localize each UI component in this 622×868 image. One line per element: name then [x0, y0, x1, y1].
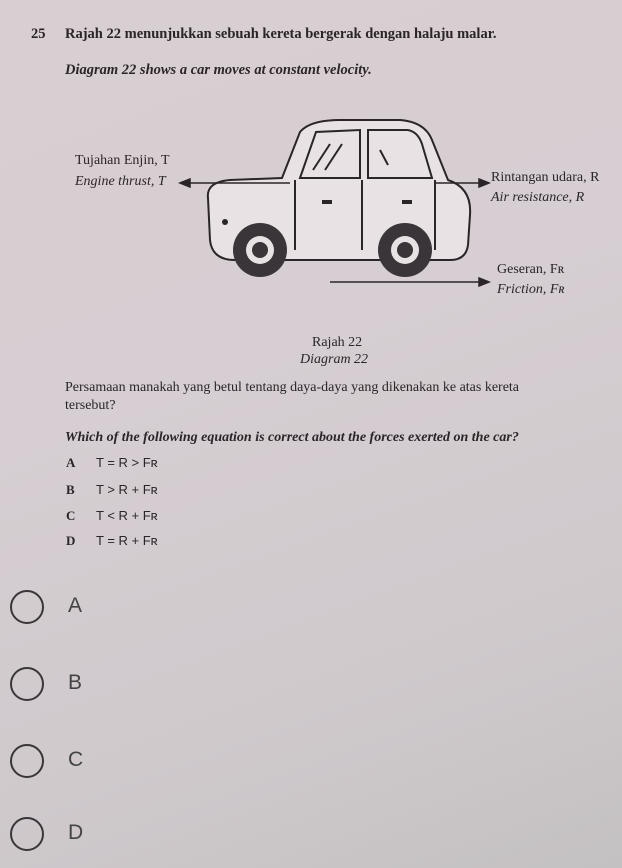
- answer-label-a[interactable]: A: [68, 594, 83, 617]
- friction-label-en: Friction, Fʀ: [497, 282, 565, 297]
- option-letter: A: [66, 455, 76, 470]
- wheel-rear: [378, 223, 432, 277]
- caption-en: Diagram 22: [300, 352, 369, 367]
- question-number: 25: [31, 26, 46, 42]
- option-letter: C: [66, 508, 76, 523]
- thrust-label-en: Engine thrust, T: [75, 174, 166, 189]
- answer-label-c[interactable]: C: [68, 748, 84, 771]
- answer-label-b[interactable]: B: [68, 671, 83, 694]
- answer-radio-d[interactable]: [10, 817, 44, 851]
- caption-ms: Rajah 22: [312, 335, 363, 350]
- wheel-front: [233, 223, 287, 277]
- answer-radio-c[interactable]: [10, 744, 44, 778]
- prompt-english: Which of the following equation is correct about the forces exerted on the car?: [65, 430, 519, 445]
- air-label-en: Air resistance, R: [491, 190, 585, 205]
- intro-malay: Rajah 22 menunjukkan sebuah kereta bergerak dengan halaju malar.: [65, 26, 497, 42]
- prompt-malay-line2: tersebut?: [65, 398, 116, 413]
- prompt-malay-line1: Persamaan manakah yang betul tentang daya-daya yang dikenakan ke atas kereta: [65, 380, 520, 395]
- option-equation: T > R + Fʀ: [96, 482, 158, 497]
- option-equation: T < R + Fʀ: [96, 508, 158, 523]
- intro-english: Diagram 22 shows a car moves at constant velocity.: [65, 62, 372, 78]
- option-letter: D: [66, 533, 76, 548]
- friction-label-ms: Geseran, Fʀ: [497, 262, 565, 277]
- option-equation: T = R > Fʀ: [96, 455, 158, 470]
- answer-radio-a[interactable]: [10, 590, 44, 624]
- air-label-ms: Rintangan udara, R: [491, 170, 600, 185]
- thrust-label-ms: Tujahan Enjin, T: [75, 153, 170, 168]
- answer-radio-b[interactable]: [10, 667, 44, 701]
- answer-label-d[interactable]: D: [68, 821, 84, 844]
- option-letter: B: [66, 482, 75, 497]
- option-equation: T = R + Fʀ: [96, 533, 158, 548]
